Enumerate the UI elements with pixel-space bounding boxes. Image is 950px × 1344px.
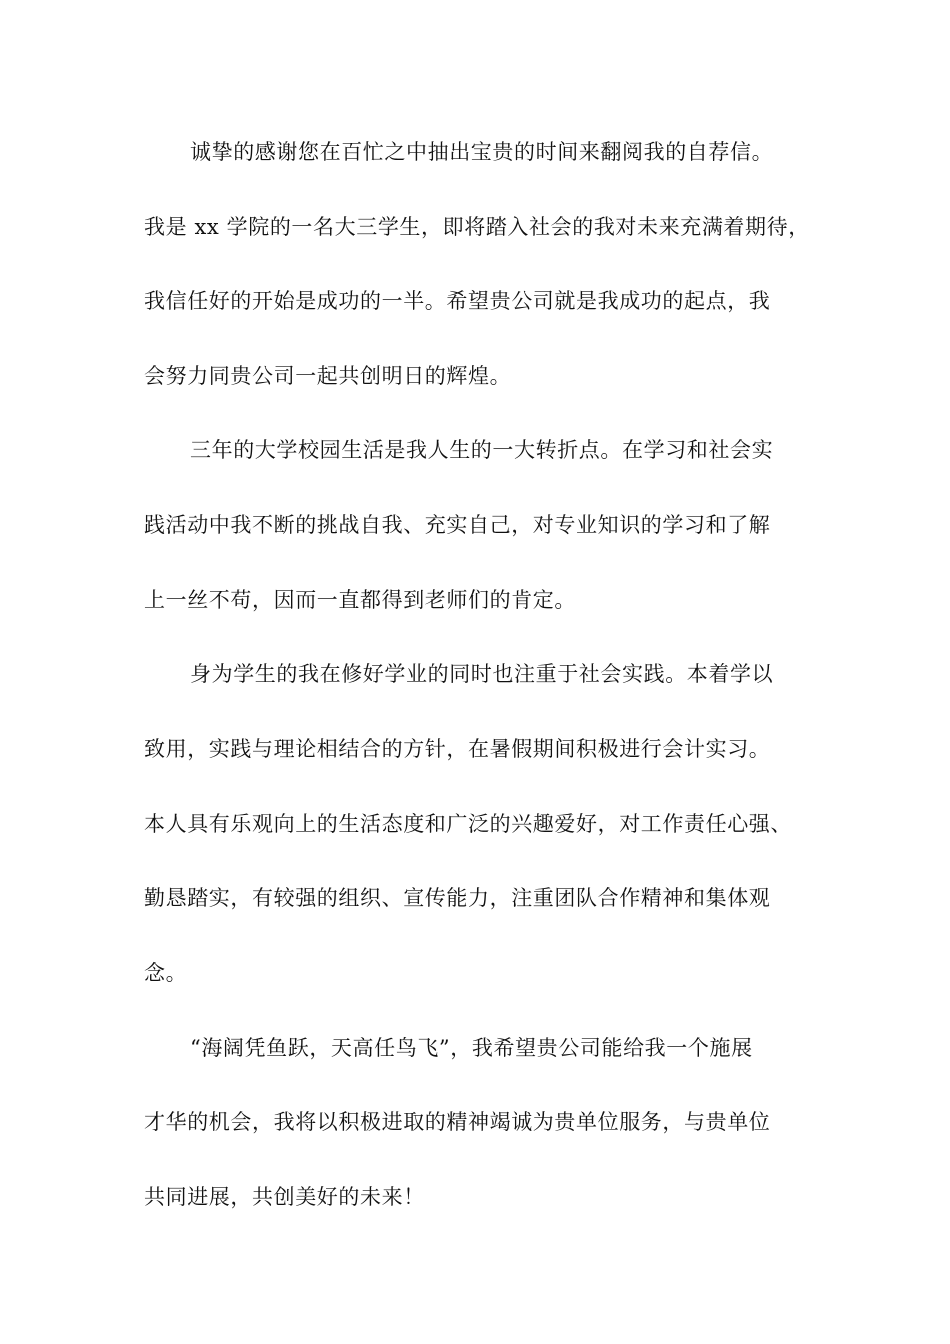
paragraph-4-line-2: 才华的机会，我将以积极进取的精神竭诚为贵单位服务，与贵单位 bbox=[144, 1110, 771, 1134]
paragraph-4-line-3: 共同进展，共创美好的未来！ bbox=[144, 1185, 425, 1209]
paragraph-1-line-2: 我是 xx 学院的一名大三学生，即将踏入社会的我对未来充满着期待， bbox=[144, 215, 810, 239]
paragraph-2-line-2: 践活动中我不断的挑战自我、充实自己，对专业知识的学习和了解 bbox=[144, 513, 771, 537]
paragraph-1-line-3: 我信任好的开始是成功的一半。希望贵公司就是我成功的起点，我 bbox=[144, 289, 771, 313]
paragraph-1-line-1: 诚挚的感谢您在百忙之中抽出宝贵的时间来翻阅我的自荐信。 bbox=[190, 140, 774, 164]
paragraph-2-line-1: 三年的大学校园生活是我人生的一大转折点。在学习和社会实 bbox=[190, 438, 774, 462]
paragraph-1-line-4: 会努力同贵公司一起共创明日的辉煌。 bbox=[144, 364, 512, 388]
paragraph-3-line-3: 本人具有乐观向上的生活态度和广泛的兴趣爱好，对工作责任心强、 bbox=[144, 812, 792, 836]
paragraph-3-line-4: 勤恳踏实，有较强的组织、宣传能力，注重团队合作精神和集体观 bbox=[144, 886, 771, 910]
paragraph-2-line-3: 上一丝不苟，因而一直都得到老师们的肯定。 bbox=[144, 588, 576, 612]
paragraph-3-line-2: 致用，实践与理论相结合的方针，在暑假期间积极进行会计实习。 bbox=[144, 737, 771, 761]
paragraph-4-line-1: “海阔凭鱼跃，天高任鸟飞”，我希望贵公司能给我一个施展 bbox=[190, 1036, 753, 1060]
paragraph-3-line-5: 念。 bbox=[144, 961, 188, 985]
paragraph-3-line-1: 身为学生的我在修好学业的同时也注重于社会实践。本着学以 bbox=[190, 662, 774, 686]
